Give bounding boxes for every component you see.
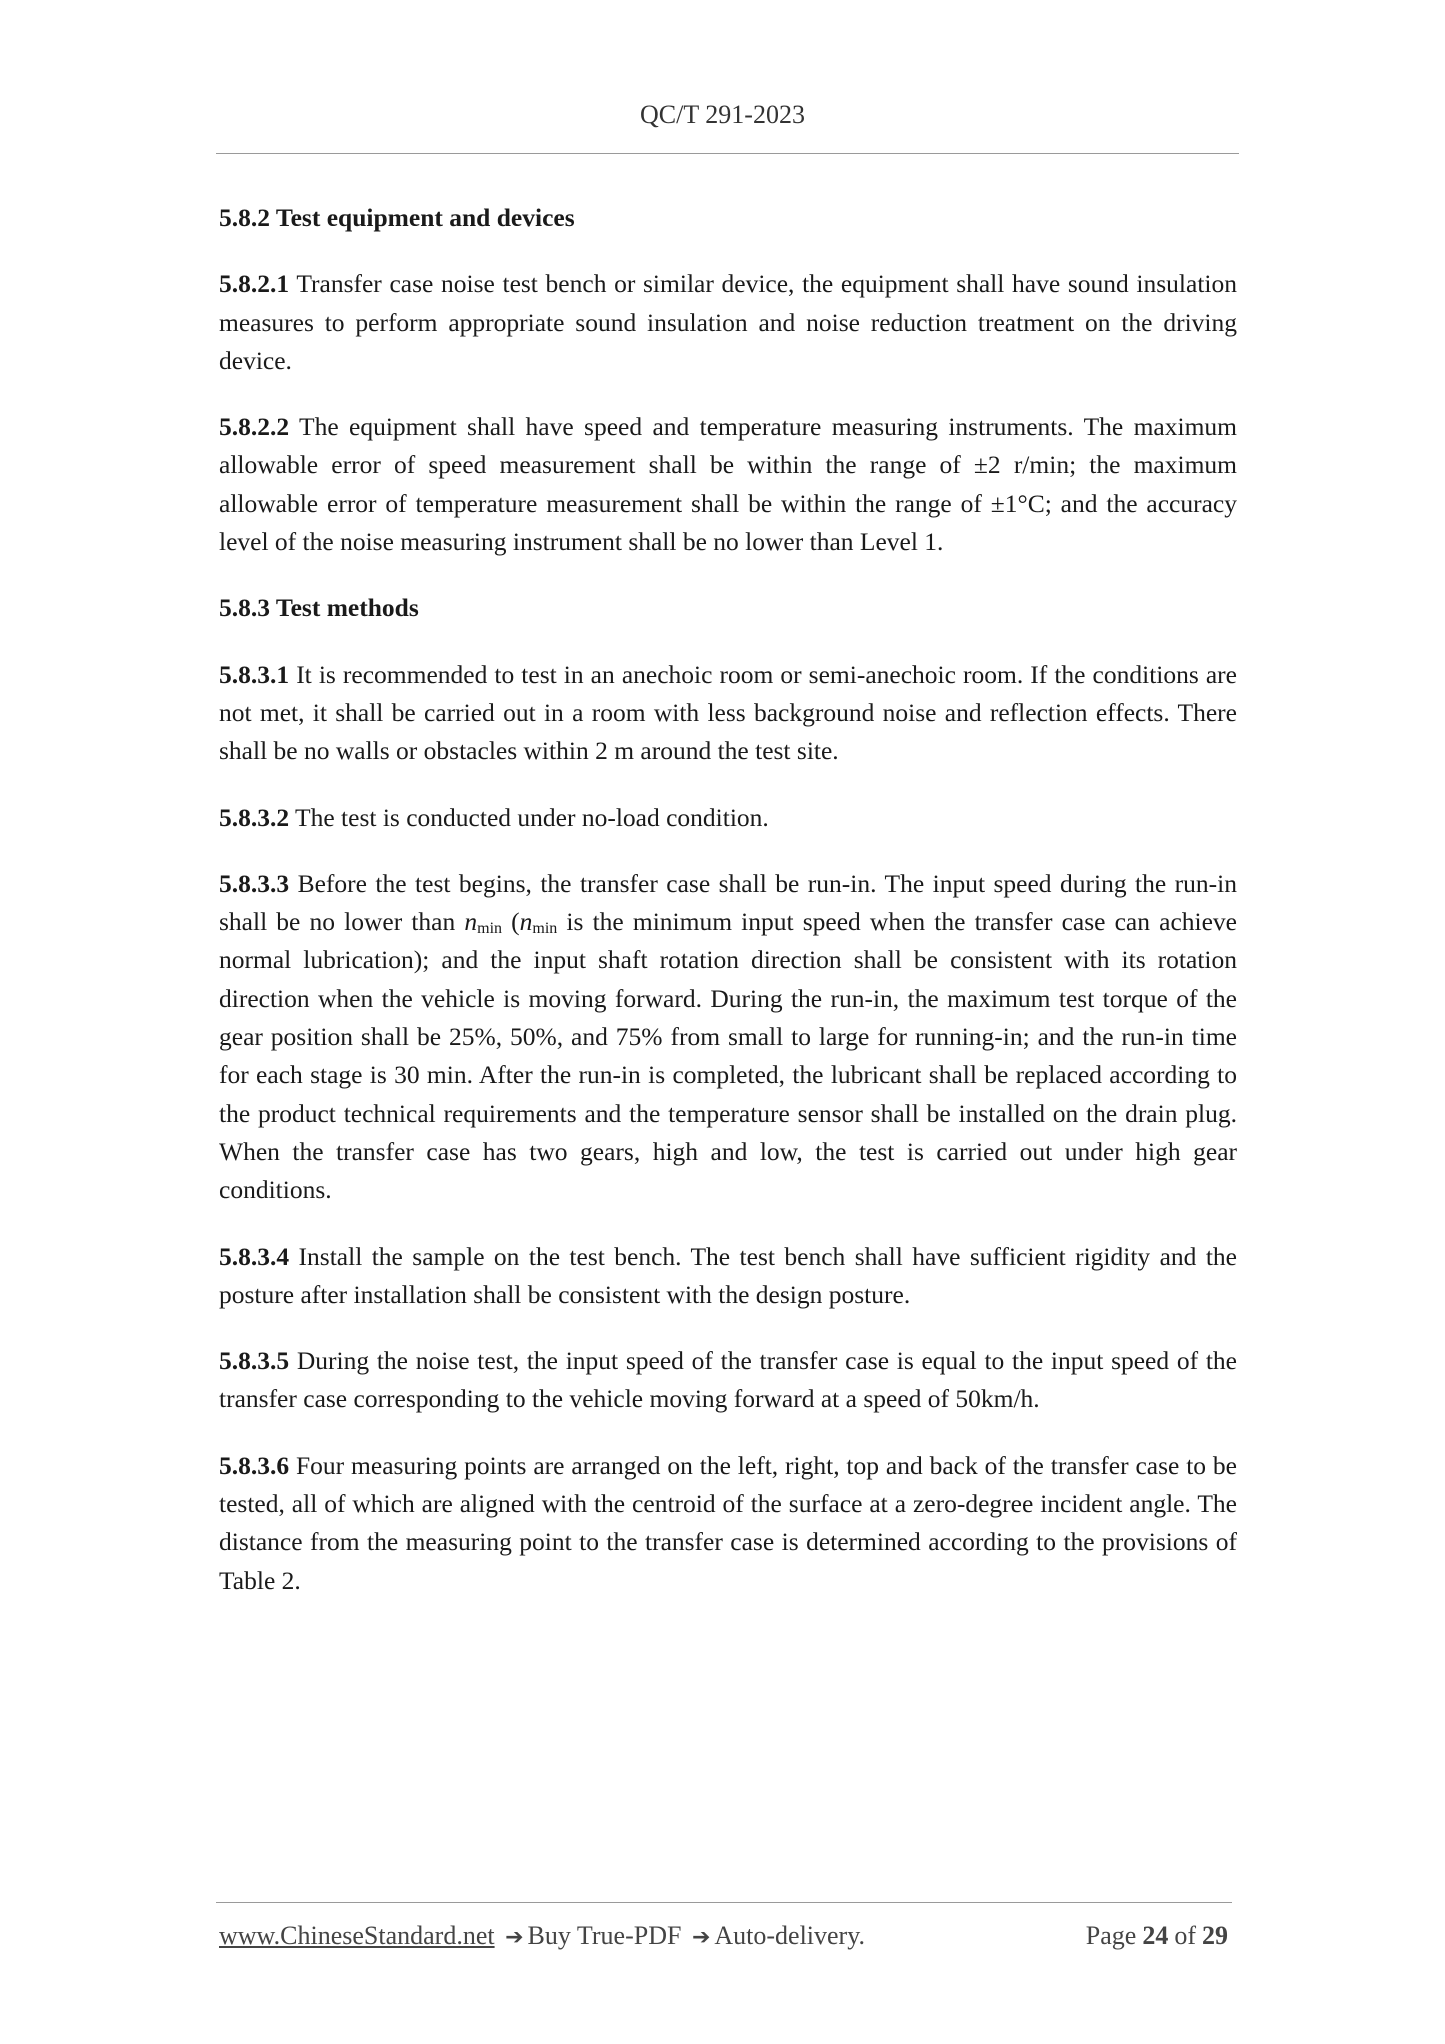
clause-text: During the noise test, the input speed of the transfer case is equal to the input speed of the transfer case corresponding to the vehicle moving forward at a speed of 50km/h. — [219, 1346, 1237, 1414]
clause-number: 5.8.3.4 — [219, 1241, 290, 1271]
clause-number: 5.8.3.5 — [219, 1346, 290, 1376]
clause-number: 5.8.2.2 — [219, 412, 290, 442]
document-body — [219, 199, 1237, 1628]
clause-5-8-3-5 — [219, 1342, 1237, 1419]
variable-n: n — [519, 907, 533, 937]
clause-5-8-3-6 — [219, 1447, 1237, 1600]
clause-number: 5.8.2.1 — [219, 269, 290, 299]
clause-5-8-2-2 — [219, 408, 1237, 561]
clause-5-8-3-4 — [219, 1238, 1237, 1315]
clause-text: It is recommended to test in an anechoic room or semi-anechoic room. If the conditions are not met, it shall be carried out in a room with less background noise and reflection effects. There shall be no walls or obstacles within 2 m around the test site. — [219, 659, 1237, 766]
page-counter — [1086, 1921, 1234, 1951]
document-code-header: QC/T 291-2023 — [640, 100, 805, 129]
clause-text: The test is conducted under no-load condition. — [289, 802, 769, 832]
clause-number: 5.8.3.2 — [219, 802, 290, 832]
page-word: Page — [1085, 1921, 1137, 1950]
page-number: 24 — [1142, 1921, 1169, 1950]
arrow-right-icon: ➔ — [505, 1925, 524, 1950]
buy-pdf-text: Buy True-PDF — [527, 1921, 682, 1950]
clause-5-8-3-2 — [219, 799, 1237, 837]
clause-text: is the minimum input speed when the transfer case can achieve normal lubrication); and the input shaft rotation direction shall be consistent with its rotation direction when the vehicle is moving forward. During the run-in, the maximum test torque of the gear position shall be 25%, 50%, and 75% from small to large for running-in; and the run-in time for each stage is 30 min. After the run-in is completed, the lubricant shall be replaced according to the product technical requirements and the temperature sensor shall be installed on the drain plug. When the transfer case has two gears, high and low, the test is carried out under high gear conditions. — [219, 907, 1237, 1205]
of-word: of — [1174, 1921, 1196, 1950]
site-link[interactable]: www.ChineseStandard.net — [219, 1921, 495, 1950]
subscript-min: min — [532, 920, 558, 938]
header-divider — [216, 153, 1239, 154]
clause-text: Transfer case noise test bench or similar device, the equipment shall have sound insulation measures to perform appropriate sound insulation and noise reduction treatment on the driving device. — [219, 269, 1237, 375]
clause-5-8-2-1 — [219, 265, 1237, 380]
section-heading-5-8-2: 5.8.2 Test equipment and devices — [219, 203, 575, 232]
clause-text: Four measuring points are arranged on the left, right, top and back of the transfer case to be tested, all of which are aligned with the centroid of the surface at a zero-degree incident angle. The distance from the measuring point to the transfer case is determined according to the provisions of Table 2. — [219, 1450, 1237, 1595]
arrow-right-icon: ➔ — [691, 1925, 711, 1950]
section-heading-5-8-3: 5.8.3 Test methods — [219, 593, 419, 623]
clause-number: 5.8.3.3 — [219, 868, 290, 898]
page-footer — [219, 1921, 1234, 1957]
clause-text: The equipment shall have speed and temperature measuring instruments. The maximum allowable error of speed measurement shall be within the range of ±2 r/min; the maximum allowable error of temperature measurement shall be within the range of ±1°C; and the accuracy level of the noise measuring instrument shall be no lower than Level 1. — [219, 412, 1237, 557]
clause-text: ( — [502, 907, 520, 937]
variable-n: n — [464, 907, 478, 937]
page-total: 29 — [1202, 1921, 1228, 1950]
clause-number: 5.8.3.6 — [219, 1450, 290, 1480]
footer-divider — [216, 1902, 1232, 1903]
subscript-min: min — [477, 920, 503, 938]
clause-text: Install the sample on the test bench. The test bench shall have sufficient rigidity and the posture after installation shall be consistent with the design posture. — [219, 1241, 1237, 1309]
footer-promo — [219, 1921, 865, 1951]
clause-text: Before the test begins, the transfer case shall be run-in. The input speed during the run-in shall be no lower than — [219, 868, 1237, 937]
clause-number: 5.8.3.1 — [219, 659, 290, 689]
clause-5-8-3-1 — [219, 656, 1237, 771]
clause-5-8-3-3 — [219, 865, 1237, 1210]
delivery-text: Auto-delivery. — [714, 1921, 866, 1950]
